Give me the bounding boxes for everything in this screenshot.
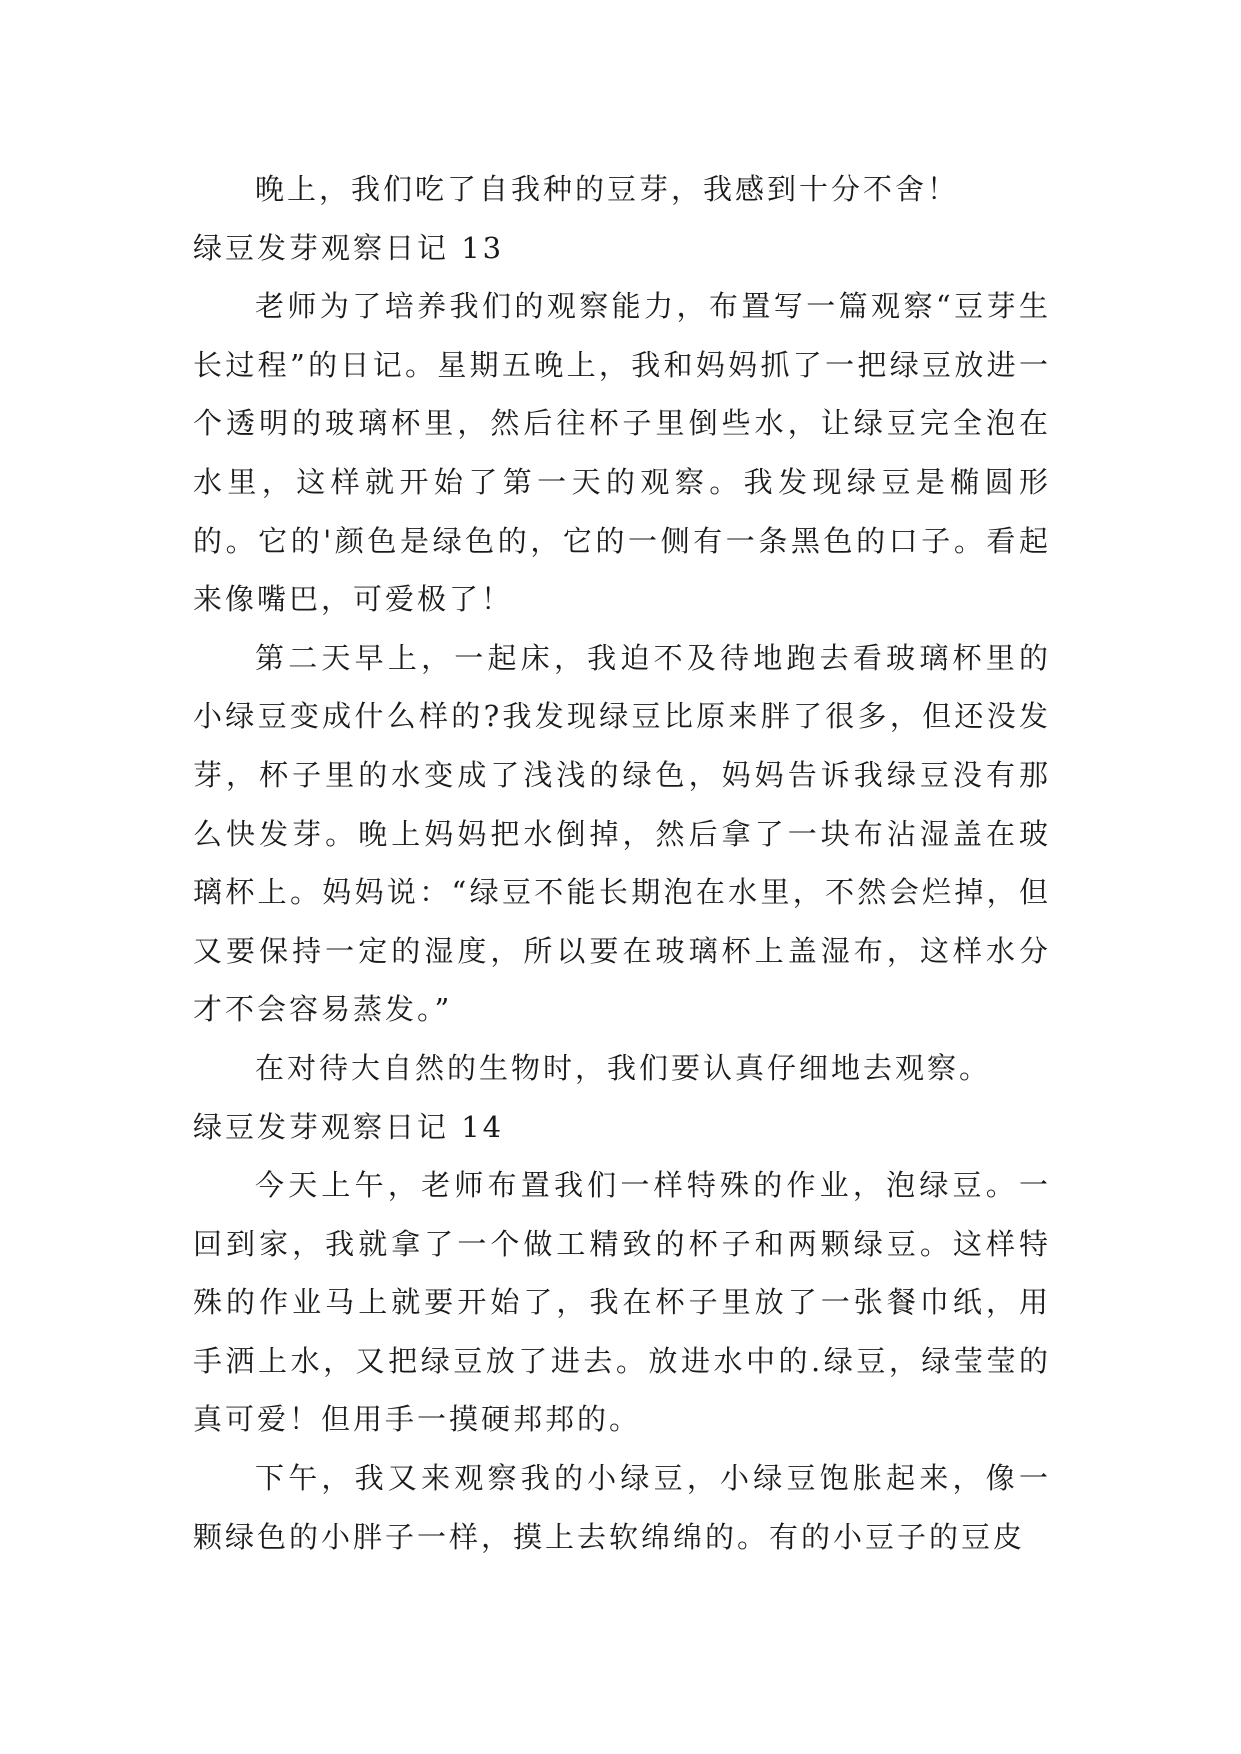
paragraph: 晚上，我们吃了自我种的豆芽，我感到十分不舍！: [255, 172, 960, 206]
paragraph: 第二天早上，一起床，我迫不及待地跑去看玻璃杯里的小绿豆变成什么样的?我发现绿豆比原来胖了很多，但还没发芽，杯子里的水变成了浅浅的绿色，妈妈告诉我绿豆没有那么快发芽。晚上妈妈把水倒掉，然后拿了一块布沾湿盖在玻璃杯上。妈妈说：“绿豆不能长期泡在水里，不然会烂掉，但又要保持一定的湿度，所以要在玻璃杯上盖湿布，这样水分才不会容易蒸发。”: [193, 640, 1051, 1027]
paragraph: 老师为了培养我们的观察能力，布置写一篇观察“豆芽生长过程”的日记。星期五晚上，我和妈妈抓了一把绿豆放进一个透明的玻璃杯里，然后往杯子里倒些水，让绿豆完全泡在水里，这样就开始了第一天的观察。我发现绿豆是椭圆形的。它的'颜色是绿色的，它的一侧有一条黑色的口子。看起来像嘴巴，可爱极了！: [193, 289, 1051, 617]
paragraph: 今天上午，老师布置我们一样特殊的作业，泡绿豆。一回到家，我就拿了一个做工精致的杯子和两颗绿豆。这样特殊的作业马上就要开始了，我在杯子里放了一张餐巾纸，用手洒上水，又把绿豆放了进去。放进水中的.绿豆，绿莹莹的真可爱！但用手一摸硬邦邦的。: [193, 1168, 1051, 1437]
diary-heading: 绿豆发芽观察日记 13: [193, 230, 505, 265]
diary-heading: 绿豆发芽观察日记 14: [193, 1109, 505, 1144]
paragraph: 在对待大自然的生物时，我们要认真仔细地去观察。: [255, 1050, 992, 1085]
document-body: [193, 160, 1051, 1566]
paragraph: 下午，我又来观察我的小绿豆，小绿豆饱胀起来，像一颗绿色的小胖子一样，摸上去软绵绵的。有的小豆子的豆皮: [193, 1461, 1051, 1554]
